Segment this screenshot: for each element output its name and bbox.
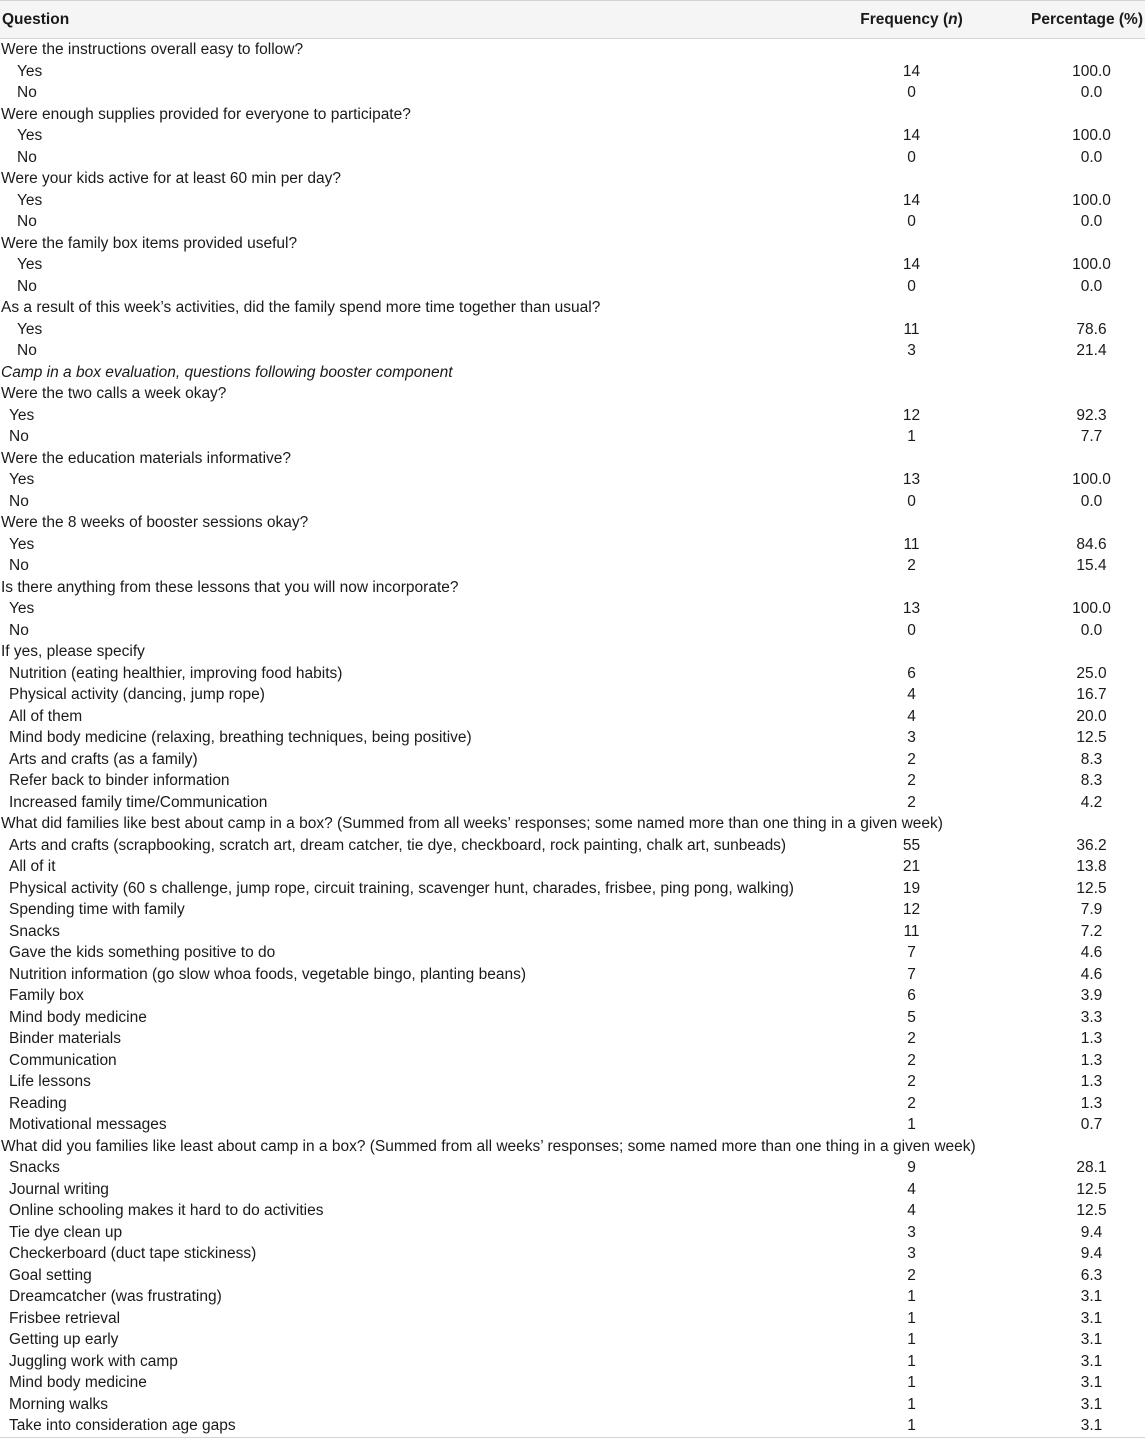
percentage-cell bbox=[990, 813, 1145, 835]
table-row bbox=[0, 1415, 1145, 1437]
frequency-cell bbox=[833, 297, 990, 319]
question-cell: No bbox=[9, 621, 29, 639]
frequency-cell bbox=[833, 641, 990, 663]
frequency-cell: 7 bbox=[907, 944, 916, 961]
frequency-header-prefix: Frequency ( bbox=[860, 10, 949, 28]
percentage-cell: 3.1 bbox=[1080, 1352, 1103, 1370]
frequency-cell: 0 bbox=[907, 277, 916, 295]
frequency-cell: 21 bbox=[902, 858, 921, 875]
frequency-cell: 7 bbox=[907, 965, 916, 983]
table-row bbox=[0, 297, 1145, 319]
percentage-cell: 28.1 bbox=[1076, 1159, 1107, 1176]
percentage-column-header: Percentage (%) bbox=[990, 1, 1145, 39]
table-row bbox=[0, 190, 1145, 212]
table-row bbox=[0, 706, 1145, 728]
question-cell: Spending time with family bbox=[9, 901, 185, 918]
question-cell: Were the family box items provided useful? bbox=[1, 234, 298, 252]
table-row bbox=[0, 362, 1145, 384]
table-row bbox=[0, 1394, 1145, 1416]
question-cell: Were your kids active for at least 60 min per day? bbox=[1, 170, 342, 187]
question-cell: Reading bbox=[9, 1094, 67, 1112]
percentage-cell: 84.6 bbox=[1076, 535, 1107, 553]
question-cell: Snacks bbox=[9, 922, 60, 940]
table-row bbox=[0, 985, 1145, 1007]
percentage-cell: 15.4 bbox=[1076, 557, 1107, 574]
question-cell: Yes bbox=[9, 535, 35, 553]
percentage-cell: 0.7 bbox=[1080, 1116, 1103, 1133]
question-cell: Increased family time/Communication bbox=[9, 793, 268, 811]
question-cell: Nutrition (eating healthier, improving food habits) bbox=[9, 664, 343, 682]
frequency-cell: 11 bbox=[903, 535, 920, 553]
table-row bbox=[0, 340, 1145, 362]
table-row bbox=[0, 233, 1145, 255]
frequency-cell: 13 bbox=[902, 471, 921, 488]
question-cell: Binder materials bbox=[9, 1030, 121, 1047]
table-row bbox=[0, 835, 1145, 857]
percentage-cell: 9.4 bbox=[1080, 1245, 1103, 1262]
percentage-cell: 12.5 bbox=[1076, 1202, 1107, 1219]
frequency-cell bbox=[833, 104, 990, 126]
question-cell: Were the education materials informative? bbox=[1, 449, 292, 467]
percentage-cell: 12.5 bbox=[1076, 1180, 1107, 1198]
percentage-cell: 0.0 bbox=[1080, 492, 1103, 510]
table-row bbox=[0, 749, 1145, 771]
percentage-cell: 100.0 bbox=[1072, 471, 1111, 488]
frequency-cell: 1 bbox=[907, 1374, 916, 1391]
percentage-cell: 12.5 bbox=[1076, 879, 1107, 897]
table-row bbox=[0, 61, 1145, 83]
question-cell: Yes bbox=[17, 127, 43, 144]
table-row bbox=[0, 469, 1145, 491]
frequency-cell: 1 bbox=[907, 1309, 916, 1327]
frequency-cell: 2 bbox=[907, 793, 916, 811]
percentage-cell: 1.3 bbox=[1080, 1030, 1103, 1047]
question-cell: Were the two calls a week okay? bbox=[1, 385, 227, 402]
percentage-cell: 1.3 bbox=[1080, 1073, 1103, 1090]
percentage-cell: 8.3 bbox=[1080, 750, 1103, 768]
question-cell: Journal writing bbox=[9, 1180, 109, 1198]
percentage-cell: 16.7 bbox=[1076, 686, 1107, 703]
frequency-cell: 14 bbox=[902, 256, 921, 273]
question-cell: Take into consideration age gaps bbox=[0, 1415, 833, 1437]
percentage-cell bbox=[990, 577, 1145, 599]
question-cell: Getting up early bbox=[9, 1331, 119, 1348]
frequency-cell: 0 bbox=[907, 621, 916, 639]
frequency-cell: 3 bbox=[907, 729, 916, 746]
frequency-cell: 1 bbox=[907, 1116, 916, 1133]
frequency-cell: 1 bbox=[907, 1288, 916, 1305]
question-cell: Checkerboard (duct tape stickiness) bbox=[9, 1245, 257, 1262]
table-row bbox=[0, 1222, 1145, 1244]
table-row bbox=[0, 534, 1145, 556]
percentage-cell: 36.2 bbox=[1076, 836, 1107, 854]
frequency-cell: 4 bbox=[907, 707, 916, 725]
frequency-cell: 9 bbox=[907, 1159, 916, 1176]
percentage-cell: 13.8 bbox=[1076, 858, 1107, 875]
question-cell: No bbox=[9, 492, 29, 510]
frequency-cell: 3 bbox=[907, 342, 916, 359]
table-row bbox=[0, 921, 1145, 943]
question-cell: Life lessons bbox=[9, 1073, 91, 1090]
table-row bbox=[0, 1050, 1145, 1072]
question-cell: Mind body medicine (relaxing, breathing techniques, being positive) bbox=[9, 729, 472, 746]
percentage-cell: 12.5 bbox=[1076, 729, 1107, 746]
question-cell: No bbox=[17, 148, 37, 166]
question-cell: Goal setting bbox=[9, 1266, 92, 1284]
table-row bbox=[0, 1243, 1145, 1265]
question-cell: Yes bbox=[17, 191, 43, 209]
frequency-cell: 12 bbox=[902, 901, 921, 918]
table-row bbox=[0, 319, 1145, 341]
frequency-cell: 0 bbox=[907, 84, 916, 101]
table-row bbox=[0, 727, 1145, 749]
percentage-cell: 7.9 bbox=[1080, 901, 1103, 918]
question-cell: Is there anything from these lessons that you will now incorporate? bbox=[1, 578, 459, 596]
frequency-cell: 3 bbox=[907, 1223, 916, 1241]
question-cell: If yes, please specify bbox=[1, 643, 145, 660]
question-cell: Motivational messages bbox=[9, 1116, 167, 1133]
question-cell: Arts and crafts (as a family) bbox=[9, 750, 198, 768]
table-row bbox=[0, 1200, 1145, 1222]
frequency-cell bbox=[833, 512, 990, 534]
table-row bbox=[0, 792, 1145, 814]
question-cell: Frisbee retrieval bbox=[9, 1309, 121, 1327]
frequency-cell: 1 bbox=[907, 428, 916, 445]
frequency-cell bbox=[833, 233, 990, 255]
table-row bbox=[0, 1028, 1145, 1050]
question-cell: Physical activity (dancing, jump rope) bbox=[9, 686, 265, 703]
frequency-cell: 2 bbox=[907, 1030, 916, 1047]
percentage-cell: 4.6 bbox=[1080, 944, 1103, 961]
frequency-cell: 2 bbox=[907, 750, 916, 768]
percentage-cell: 0.0 bbox=[1080, 148, 1103, 166]
table-row bbox=[0, 1372, 1145, 1394]
frequency-cell: 6 bbox=[907, 664, 916, 682]
percentage-cell bbox=[990, 168, 1145, 190]
frequency-cell: 2 bbox=[907, 772, 916, 789]
percentage-cell bbox=[990, 297, 1145, 319]
frequency-cell: 19 bbox=[902, 879, 921, 897]
percentage-cell bbox=[990, 1136, 1145, 1158]
frequency-cell: 1 bbox=[907, 1395, 916, 1413]
percentage-cell: 100.0 bbox=[1072, 600, 1111, 617]
question-cell: Dreamcatcher (was frustrating) bbox=[9, 1288, 222, 1305]
percentage-cell: 21.4 bbox=[1076, 342, 1107, 359]
table-row bbox=[0, 856, 1145, 878]
frequency-cell bbox=[833, 448, 990, 470]
percentage-cell: 20.0 bbox=[1076, 707, 1107, 725]
frequency-cell: 55 bbox=[902, 836, 921, 854]
percentage-cell: 100.0 bbox=[1072, 191, 1111, 209]
table-row bbox=[0, 125, 1145, 147]
table-row bbox=[0, 598, 1145, 620]
percentage-cell: 3.1 bbox=[1080, 1309, 1103, 1327]
table-row bbox=[0, 147, 1145, 169]
question-cell: Yes bbox=[17, 256, 43, 273]
frequency-cell: 2 bbox=[907, 1094, 916, 1112]
table-row bbox=[0, 1114, 1145, 1136]
table-row bbox=[0, 1329, 1145, 1351]
table-row bbox=[0, 663, 1145, 685]
percentage-cell: 100.0 bbox=[1072, 256, 1111, 273]
question-cell: Yes bbox=[17, 62, 43, 80]
percentage-cell: 3.1 bbox=[1080, 1288, 1103, 1305]
question-cell: Morning walks bbox=[9, 1395, 109, 1413]
frequency-cell: 4 bbox=[907, 1180, 916, 1198]
percentage-cell: 1.3 bbox=[1080, 1094, 1103, 1112]
percentage-cell bbox=[990, 233, 1145, 255]
frequency-cell: 4 bbox=[907, 686, 916, 703]
frequency-cell bbox=[833, 362, 990, 384]
question-cell: Yes bbox=[9, 406, 35, 424]
question-cell: Juggling work with camp bbox=[9, 1352, 178, 1370]
frequency-cell bbox=[833, 39, 990, 61]
frequency-cell: 6 bbox=[907, 987, 916, 1004]
frequency-cell: 5 bbox=[907, 1008, 916, 1026]
question-cell: Were enough supplies provided for everyone to participate? bbox=[1, 105, 411, 123]
question-cell: Communication bbox=[9, 1051, 117, 1069]
table-row bbox=[0, 1179, 1145, 1201]
percentage-cell: 7.7 bbox=[1080, 428, 1103, 445]
frequency-cell: 11 bbox=[903, 320, 920, 338]
frequency-cell: 2 bbox=[907, 1266, 916, 1284]
table-row bbox=[0, 426, 1145, 448]
question-cell: What did families like best about camp in a box? (Summed from all weeks’ responses; some named more than one thing in a given week) bbox=[1, 815, 943, 832]
table-row bbox=[0, 1093, 1145, 1115]
percentage-cell: 9.4 bbox=[1080, 1223, 1103, 1241]
table-row bbox=[0, 82, 1145, 104]
percentage-cell: 3.3 bbox=[1080, 1008, 1103, 1026]
table-row bbox=[0, 684, 1145, 706]
question-cell: No bbox=[17, 342, 37, 359]
percentage-cell: 8.3 bbox=[1080, 772, 1103, 789]
question-cell: Mind body medicine bbox=[9, 1374, 147, 1391]
frequency-cell: 1 bbox=[833, 1415, 990, 1437]
percentage-cell: 0.0 bbox=[1080, 277, 1103, 295]
percentage-cell bbox=[990, 641, 1145, 663]
percentage-cell: 4.2 bbox=[1080, 793, 1103, 811]
percentage-cell bbox=[990, 512, 1145, 534]
table-row bbox=[0, 1157, 1145, 1179]
table-row bbox=[0, 1136, 1145, 1158]
question-cell: No bbox=[9, 557, 29, 574]
frequency-cell: 14 bbox=[902, 62, 921, 80]
question-cell: What did you families like least about camp in a box? (Summed from all weeks’ responses; some named more than one thing in a given week) bbox=[1, 1137, 976, 1155]
table-row bbox=[0, 512, 1145, 534]
table-row bbox=[0, 1071, 1145, 1093]
frequency-cell: 4 bbox=[907, 1202, 916, 1219]
frequency-cell: 0 bbox=[907, 492, 916, 510]
question-cell: Nutrition information (go slow whoa foods, vegetable bingo, planting beans) bbox=[9, 965, 526, 983]
question-cell: No bbox=[17, 277, 37, 295]
percentage-cell: 0.0 bbox=[1080, 84, 1103, 101]
table-row bbox=[0, 641, 1145, 663]
frequency-cell: 3 bbox=[907, 1245, 916, 1262]
table-row bbox=[0, 770, 1145, 792]
frequency-cell: 0 bbox=[907, 213, 916, 230]
table-row bbox=[0, 211, 1145, 233]
frequency-cell: 2 bbox=[907, 1051, 916, 1069]
question-cell: No bbox=[17, 213, 37, 230]
table-row bbox=[0, 1007, 1145, 1029]
frequency-cell: 0 bbox=[907, 148, 916, 166]
question-cell: Were the 8 weeks of booster sessions okay? bbox=[1, 514, 309, 531]
percentage-cell bbox=[990, 39, 1145, 61]
percentage-cell: 3.1 bbox=[1080, 1395, 1103, 1413]
question-column-header: Question bbox=[0, 1, 833, 39]
percentage-cell bbox=[990, 362, 1145, 384]
frequency-cell: 14 bbox=[902, 191, 921, 209]
question-cell: Yes bbox=[9, 471, 35, 488]
question-cell: Refer back to binder information bbox=[9, 772, 230, 789]
table-row bbox=[0, 254, 1145, 276]
table-row bbox=[0, 383, 1145, 405]
question-cell: Family box bbox=[9, 987, 84, 1004]
table-body bbox=[0, 39, 1145, 1438]
frequency-header-suffix: ) bbox=[957, 10, 963, 28]
frequency-cell bbox=[833, 168, 990, 190]
table-row bbox=[0, 620, 1145, 642]
question-cell: Camp in a box evaluation, questions following booster component bbox=[1, 363, 453, 381]
question-cell: As a result of this week’s activities, did the family spend more time together than usual? bbox=[1, 299, 601, 316]
question-cell: Mind body medicine bbox=[9, 1008, 147, 1026]
table-row bbox=[0, 104, 1145, 126]
frequency-cell bbox=[833, 383, 990, 405]
frequency-cell: 13 bbox=[902, 600, 921, 617]
table-row bbox=[0, 448, 1145, 470]
table-header bbox=[0, 1, 1145, 39]
table-row bbox=[0, 1351, 1145, 1373]
frequency-column-header bbox=[833, 1, 990, 39]
percentage-cell bbox=[990, 448, 1145, 470]
table-row bbox=[0, 276, 1145, 298]
frequency-cell: 2 bbox=[907, 1073, 916, 1090]
frequency-cell: 12 bbox=[902, 406, 921, 424]
question-cell: Physical activity (60 s challenge, jump rope, circuit training, scavenger hunt, charades, frisbee, ping pong, walking) bbox=[9, 879, 794, 897]
header-row bbox=[0, 1, 1145, 39]
table-row bbox=[0, 1265, 1145, 1287]
percentage-cell bbox=[990, 104, 1145, 126]
frequency-cell: 14 bbox=[902, 127, 921, 144]
question-cell: Tie dye clean up bbox=[9, 1223, 123, 1241]
percentage-cell: 100.0 bbox=[1072, 127, 1111, 144]
percentage-cell: 3.9 bbox=[1080, 987, 1103, 1004]
frequency-cell: 2 bbox=[907, 557, 916, 574]
table-row bbox=[0, 813, 1145, 835]
table-row bbox=[0, 405, 1145, 427]
percentage-cell: 3.1 bbox=[1080, 1374, 1103, 1391]
percentage-cell: 78.6 bbox=[1076, 320, 1107, 338]
percentage-cell: 7.2 bbox=[1080, 922, 1103, 940]
question-cell: Snacks bbox=[9, 1159, 60, 1176]
table-row bbox=[0, 1286, 1145, 1308]
percentage-cell: 3.1 bbox=[1080, 1331, 1103, 1348]
table-row bbox=[0, 168, 1145, 190]
percentage-cell: 0.0 bbox=[1080, 621, 1103, 639]
frequency-cell: 1 bbox=[907, 1352, 916, 1370]
frequency-cell: 11 bbox=[903, 922, 920, 940]
question-cell: Gave the kids something positive to do bbox=[9, 944, 276, 961]
percentage-cell bbox=[990, 383, 1145, 405]
table-row bbox=[0, 577, 1145, 599]
percentage-cell: 0.0 bbox=[1080, 213, 1103, 230]
question-cell: Yes bbox=[17, 320, 43, 338]
table-row bbox=[0, 942, 1145, 964]
frequency-cell: 1 bbox=[907, 1331, 916, 1348]
frequency-cell bbox=[833, 577, 990, 599]
question-cell: Yes bbox=[9, 600, 35, 617]
percentage-cell: 92.3 bbox=[1076, 406, 1107, 424]
percentage-cell: 1.3 bbox=[1080, 1051, 1103, 1069]
frequency-header-n: n bbox=[948, 10, 958, 28]
percentage-cell: 25.0 bbox=[1076, 664, 1107, 682]
question-cell: Arts and crafts (scrapbooking, scratch art, dream catcher, tie dye, checkboard, rock painting, chalk art, sunbeads) bbox=[9, 836, 787, 854]
table-row bbox=[0, 878, 1145, 900]
percentage-cell: 4.6 bbox=[1080, 965, 1103, 983]
table-row bbox=[0, 964, 1145, 986]
percentage-cell: 3.1 bbox=[990, 1415, 1145, 1437]
table-row bbox=[0, 555, 1145, 577]
question-cell: All of it bbox=[9, 858, 56, 875]
question-cell: All of them bbox=[9, 707, 83, 725]
table-row bbox=[0, 1308, 1145, 1330]
percentage-cell: 100.0 bbox=[1072, 62, 1111, 80]
percentage-cell: 6.3 bbox=[1080, 1266, 1103, 1284]
question-cell: Were the instructions overall easy to follow? bbox=[1, 41, 304, 58]
question-cell: Online schooling makes it hard to do activities bbox=[9, 1202, 324, 1219]
table-row bbox=[0, 39, 1145, 61]
question-cell: No bbox=[17, 84, 37, 101]
question-cell: No bbox=[9, 428, 29, 445]
table-row bbox=[0, 491, 1145, 513]
table-row bbox=[0, 899, 1145, 921]
